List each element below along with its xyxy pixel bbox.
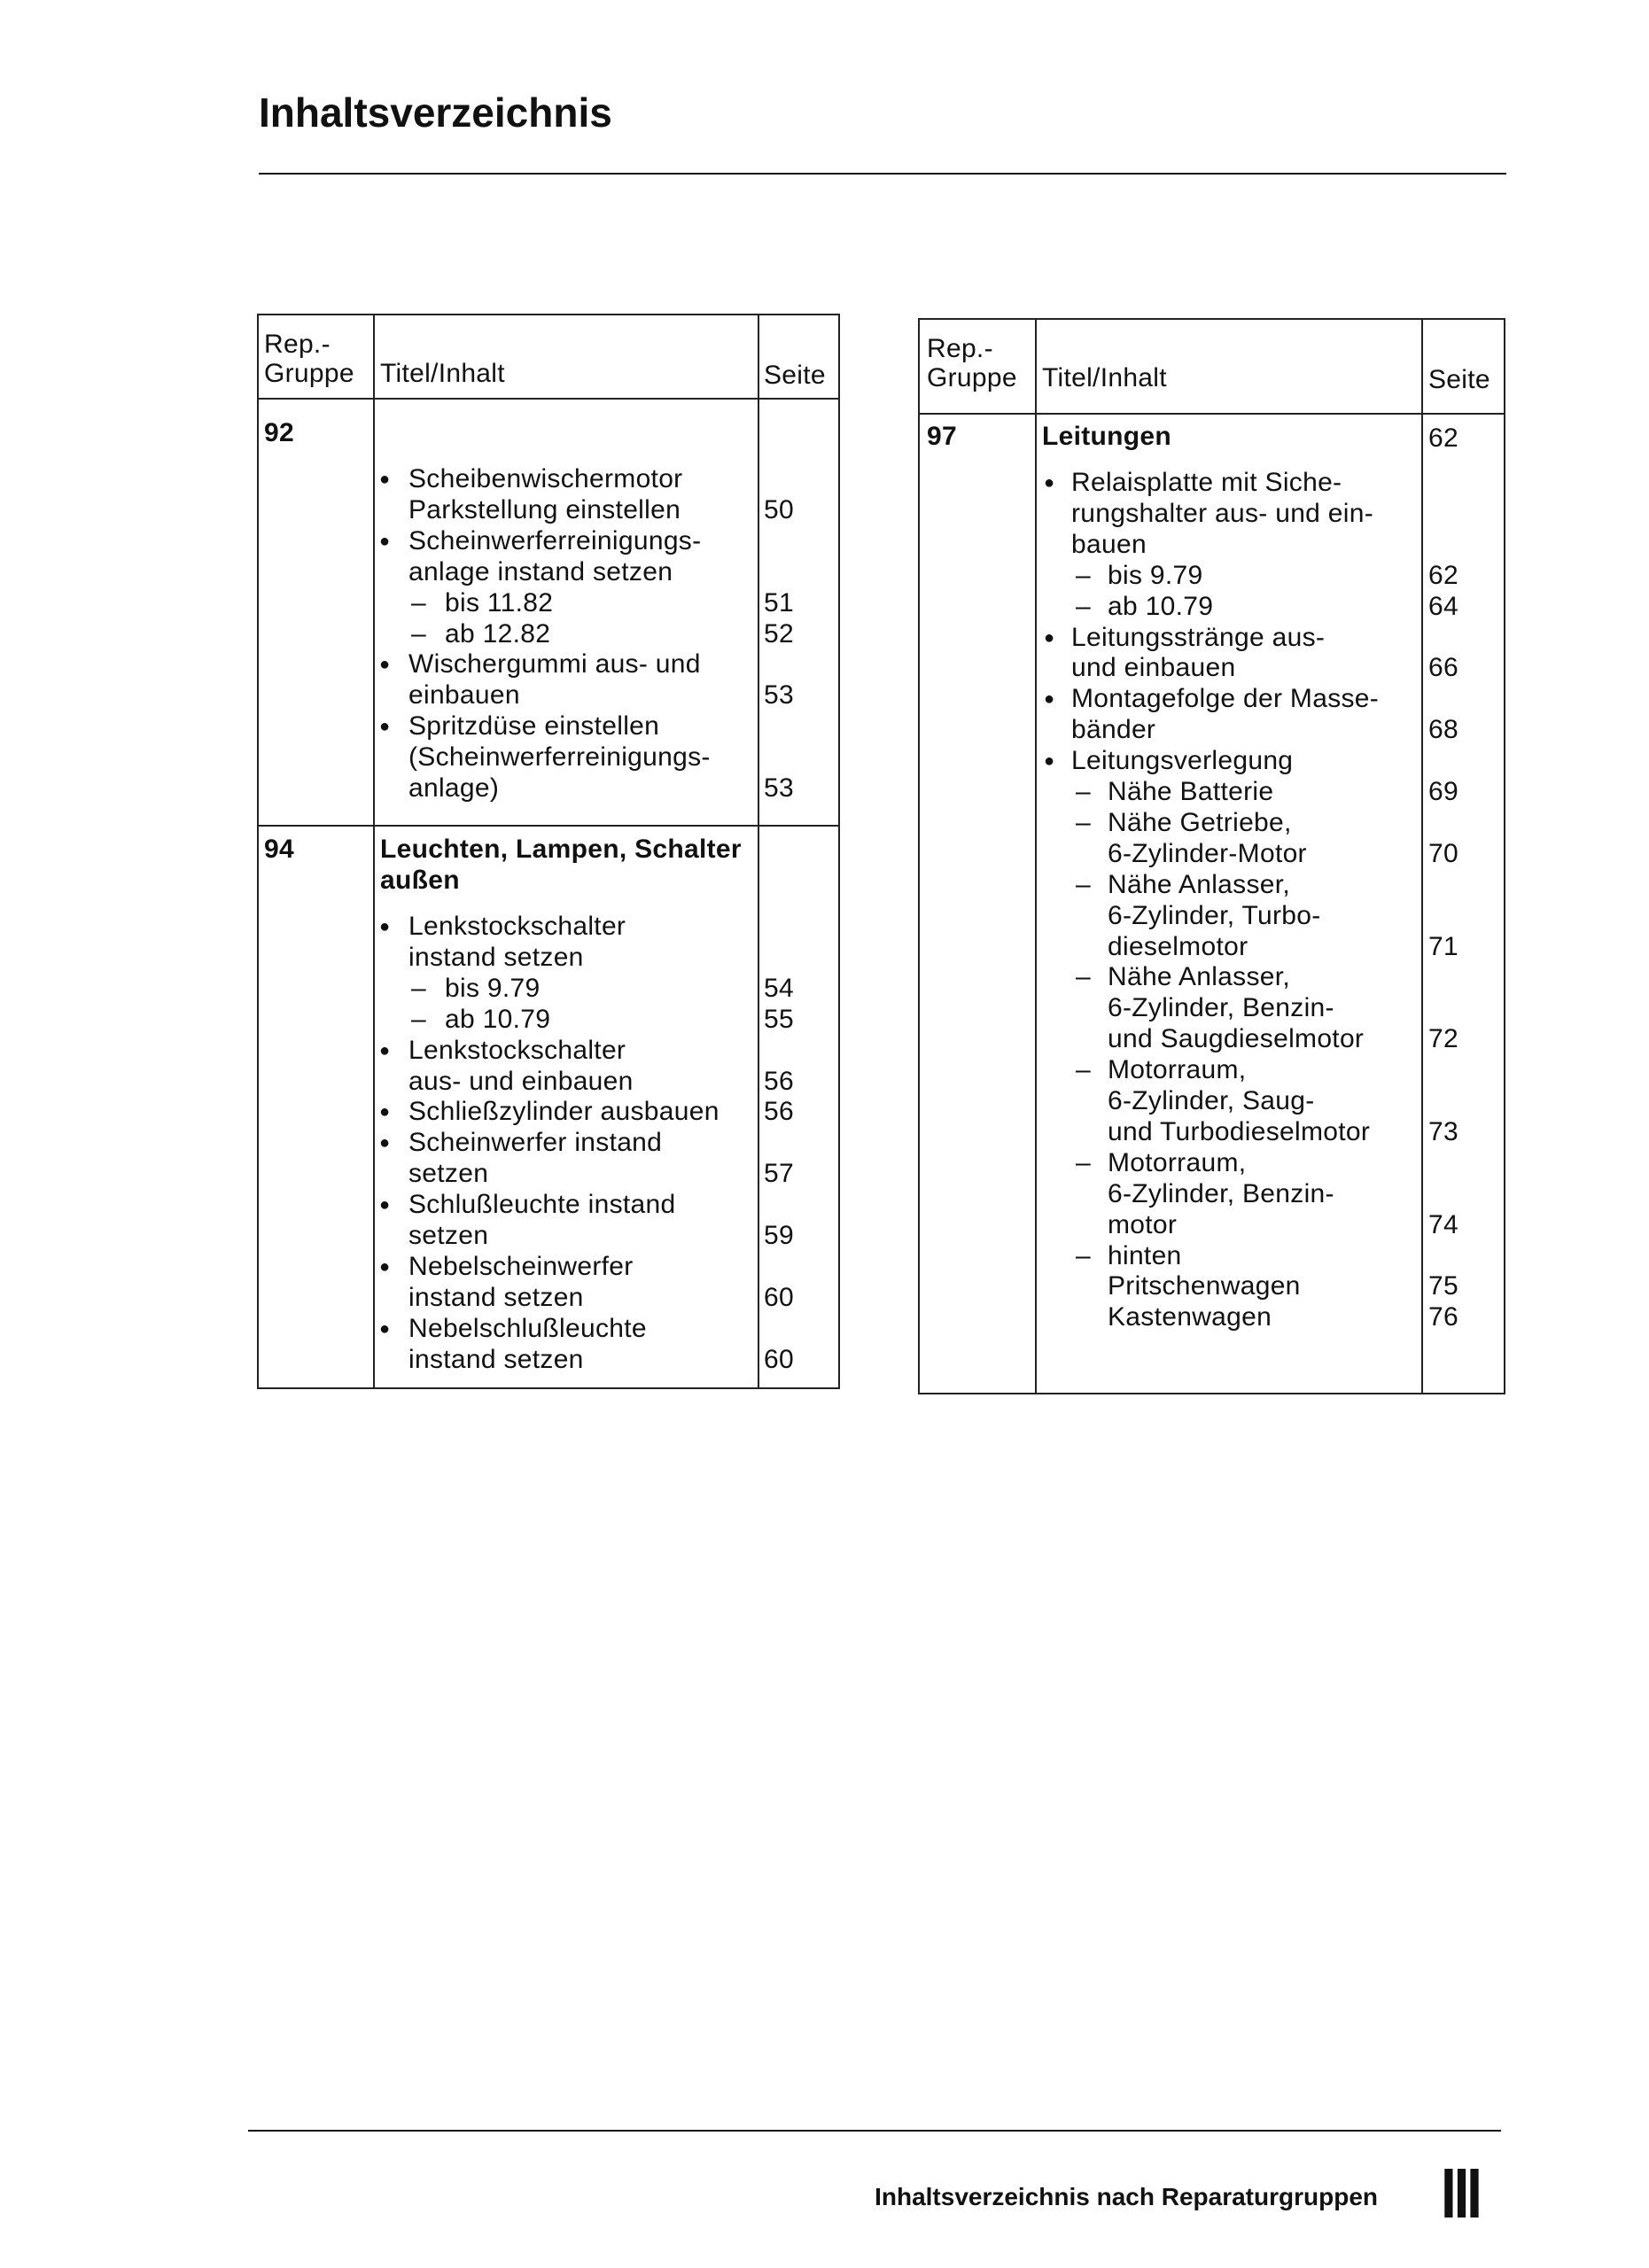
page-number-cell: 59 bbox=[764, 1221, 794, 1250]
toc-entry: Schlußleuchte instand bbox=[408, 1190, 676, 1220]
page-number-cell: 60 bbox=[764, 1282, 794, 1312]
toc-entry: instand setzen bbox=[408, 942, 584, 972]
header-rep-label: Rep.- bbox=[927, 334, 993, 363]
dash-icon: – bbox=[1076, 777, 1091, 806]
row-divider bbox=[257, 825, 840, 827]
page-number-cell: 57 bbox=[764, 1159, 794, 1189]
bullet-icon: ● bbox=[379, 531, 391, 551]
page-number-cell: 73 bbox=[1428, 1116, 1458, 1146]
section-heading: außen bbox=[380, 865, 460, 895]
toc-entry: motor bbox=[1108, 1209, 1178, 1239]
page-number-cell: 75 bbox=[1428, 1271, 1458, 1301]
toc-entry: Kastenwagen bbox=[1108, 1302, 1272, 1332]
bullet-icon: ● bbox=[379, 655, 391, 675]
toc-entry: anlage) bbox=[408, 773, 500, 803]
toc-entry: ab 12.82 bbox=[445, 618, 551, 649]
column-divider bbox=[1035, 318, 1037, 1394]
toc-entry: und Turbodieselmotor bbox=[1108, 1116, 1371, 1146]
page-number-cell: 56 bbox=[764, 1066, 794, 1096]
bullet-icon: ● bbox=[379, 470, 391, 489]
dash-icon: – bbox=[411, 973, 426, 1003]
toc-entry: bauen bbox=[1071, 529, 1147, 559]
dash-icon: – bbox=[411, 587, 426, 617]
section-heading: Leuchten, Lampen, Schalter bbox=[380, 835, 742, 864]
toc-entry: 6-Zylinder, Turbo- bbox=[1108, 900, 1321, 930]
page-number-cell: 64 bbox=[1428, 591, 1458, 621]
row-divider bbox=[257, 398, 840, 400]
section-heading: Leitungen bbox=[1042, 422, 1172, 451]
toc-entry: instand setzen bbox=[408, 1344, 584, 1374]
page-number-cell: 55 bbox=[764, 1004, 794, 1034]
toc-entry: Relaisplatte mit Siche- bbox=[1071, 468, 1342, 497]
footer-title: Inhaltsverzeichnis nach Reparaturgruppen bbox=[875, 2183, 1378, 2210]
bullet-icon: ● bbox=[379, 1195, 391, 1216]
column-divider bbox=[1421, 318, 1423, 1394]
page-number-cell: 62 bbox=[1428, 423, 1458, 453]
page-number-cell: 66 bbox=[1428, 653, 1458, 683]
dash-icon: – bbox=[1076, 1147, 1091, 1177]
toc-entry: Motorraum, bbox=[1108, 1147, 1247, 1177]
dash-icon: – bbox=[1076, 962, 1091, 992]
dash-icon: – bbox=[1076, 591, 1091, 621]
toc-entry: bis 9.79 bbox=[445, 973, 541, 1003]
dash-icon: – bbox=[1076, 1055, 1091, 1085]
bullet-icon: ● bbox=[1044, 689, 1055, 710]
bullet-icon: ● bbox=[1044, 627, 1055, 648]
bullet-icon: ● bbox=[379, 1256, 391, 1277]
toc-entry: setzen bbox=[408, 1221, 489, 1250]
toc-entry: und einbauen bbox=[1071, 653, 1236, 683]
bullet-icon: ● bbox=[1044, 473, 1055, 493]
page-number-cell: 53 bbox=[764, 773, 794, 803]
toc-entry: Montagefolge der Masse- bbox=[1071, 684, 1380, 714]
page-number-cell: 76 bbox=[1428, 1302, 1458, 1332]
toc-entry: Wischergummi aus- und bbox=[408, 649, 701, 680]
toc-entry: Nähe Batterie bbox=[1108, 777, 1274, 806]
toc-entry: rungshalter aus- und ein- bbox=[1071, 498, 1374, 528]
header-page-label: Seite bbox=[764, 361, 826, 390]
dash-icon: – bbox=[1076, 869, 1091, 899]
page-number-cell: 60 bbox=[764, 1344, 794, 1374]
toc-entry: aus- und einbauen bbox=[408, 1066, 634, 1096]
toc-entry: dieselmotor bbox=[1108, 931, 1248, 961]
page-number-cell: 74 bbox=[1428, 1209, 1458, 1239]
group-number: 97 bbox=[927, 422, 957, 451]
page-number-cell: 51 bbox=[764, 587, 794, 617]
page-number-cell: 54 bbox=[764, 973, 794, 1003]
toc-entry: 6-Zylinder, Benzin- bbox=[1108, 1178, 1334, 1208]
toc-entry: bis 11.82 bbox=[445, 587, 554, 617]
page-number-cell: 69 bbox=[1428, 777, 1458, 806]
header-page-label: Seite bbox=[1428, 365, 1490, 394]
header-rep-label: Rep.- bbox=[264, 330, 331, 359]
toc-entry: Leitungsstränge aus- bbox=[1071, 622, 1326, 652]
toc-entry: (Scheinwerferreinigungs- bbox=[408, 742, 711, 773]
page-title: Inhaltsverzeichnis bbox=[259, 89, 612, 136]
toc-entry: Lenkstockschalter bbox=[408, 912, 626, 941]
dash-icon: – bbox=[411, 618, 426, 649]
group-number: 92 bbox=[264, 418, 294, 447]
toc-entry: Scheinwerferreinigungs- bbox=[408, 525, 702, 555]
toc-entry: bänder bbox=[1071, 715, 1156, 745]
page-number-cell: 72 bbox=[1428, 1024, 1458, 1054]
footer-rule bbox=[248, 2130, 1501, 2132]
toc-entry: Scheibenwischermotor bbox=[408, 464, 683, 493]
header-gruppe-label: Gruppe bbox=[264, 359, 354, 388]
toc-entry: ab 10.79 bbox=[1108, 591, 1214, 621]
column-divider bbox=[758, 314, 759, 1389]
page-number-cell: 62 bbox=[1428, 560, 1458, 590]
toc-entry: instand setzen bbox=[408, 1282, 584, 1312]
bullet-icon: ● bbox=[1044, 751, 1055, 772]
toc-entry: 6-Zylinder, Benzin- bbox=[1108, 993, 1334, 1023]
toc-entry: 6-Zylinder, Saug- bbox=[1108, 1086, 1315, 1115]
toc-entry: Parkstellung einstellen bbox=[408, 494, 681, 524]
page-number-cell: 53 bbox=[764, 680, 794, 711]
row-divider bbox=[918, 413, 1505, 415]
dash-icon: – bbox=[1076, 1240, 1091, 1270]
toc-entry: Motorraum, bbox=[1108, 1055, 1247, 1085]
toc-entry: einbauen bbox=[408, 680, 520, 711]
page-number-cell: 52 bbox=[764, 618, 794, 649]
group-number: 94 bbox=[264, 835, 294, 864]
dash-icon: – bbox=[1076, 807, 1091, 837]
toc-entry: Nebelscheinwerfer bbox=[408, 1251, 634, 1281]
bullet-icon: ● bbox=[379, 717, 391, 737]
toc-entry: ab 10.79 bbox=[445, 1004, 551, 1034]
page-number-cell: 68 bbox=[1428, 715, 1458, 745]
toc-entry: setzen bbox=[408, 1159, 489, 1189]
page-number-cell: 56 bbox=[764, 1097, 794, 1127]
toc-entry: anlage instand setzen bbox=[408, 556, 673, 586]
page-number-cell: 50 bbox=[764, 494, 794, 524]
bullet-icon: ● bbox=[379, 917, 391, 936]
dash-icon: – bbox=[411, 1004, 426, 1034]
bullet-icon: ● bbox=[379, 1040, 391, 1060]
page-number-cell: 70 bbox=[1428, 838, 1458, 868]
toc-entry: Leitungsverlegung bbox=[1071, 746, 1294, 776]
header-title-label: Titel/Inhalt bbox=[1042, 363, 1167, 392]
page-number: III bbox=[1441, 2154, 1480, 2233]
title-rule bbox=[259, 173, 1506, 175]
dash-icon: – bbox=[1076, 560, 1091, 590]
toc-entry: Nähe Getriebe, bbox=[1108, 807, 1292, 837]
toc-entry: Nähe Anlasser, bbox=[1108, 869, 1290, 899]
bullet-icon: ● bbox=[379, 1318, 391, 1339]
toc-entry: Nebelschlußleuchte bbox=[408, 1313, 647, 1343]
header-title-label: Titel/Inhalt bbox=[380, 359, 505, 388]
header-gruppe-label: Gruppe bbox=[927, 363, 1017, 392]
toc-entry: 6-Zylinder-Motor bbox=[1108, 838, 1307, 868]
column-divider bbox=[373, 314, 375, 1389]
toc-entry: Pritschenwagen bbox=[1108, 1271, 1301, 1301]
toc-entry: bis 9.79 bbox=[1108, 560, 1203, 590]
toc-entry: Lenkstockschalter bbox=[408, 1035, 626, 1065]
toc-entry: Spritzdüse einstellen bbox=[408, 711, 660, 742]
toc-entry: Schließzylinder ausbauen bbox=[408, 1097, 719, 1127]
toc-entry: Nähe Anlasser, bbox=[1108, 962, 1290, 992]
toc-entry: und Saugdieselmotor bbox=[1108, 1024, 1365, 1054]
bullet-icon: ● bbox=[379, 1133, 391, 1153]
page-number-cell: 71 bbox=[1428, 931, 1458, 961]
bullet-icon: ● bbox=[379, 1102, 391, 1122]
toc-entry: Scheinwerfer instand bbox=[408, 1128, 663, 1158]
toc-entry: hinten bbox=[1108, 1240, 1182, 1270]
